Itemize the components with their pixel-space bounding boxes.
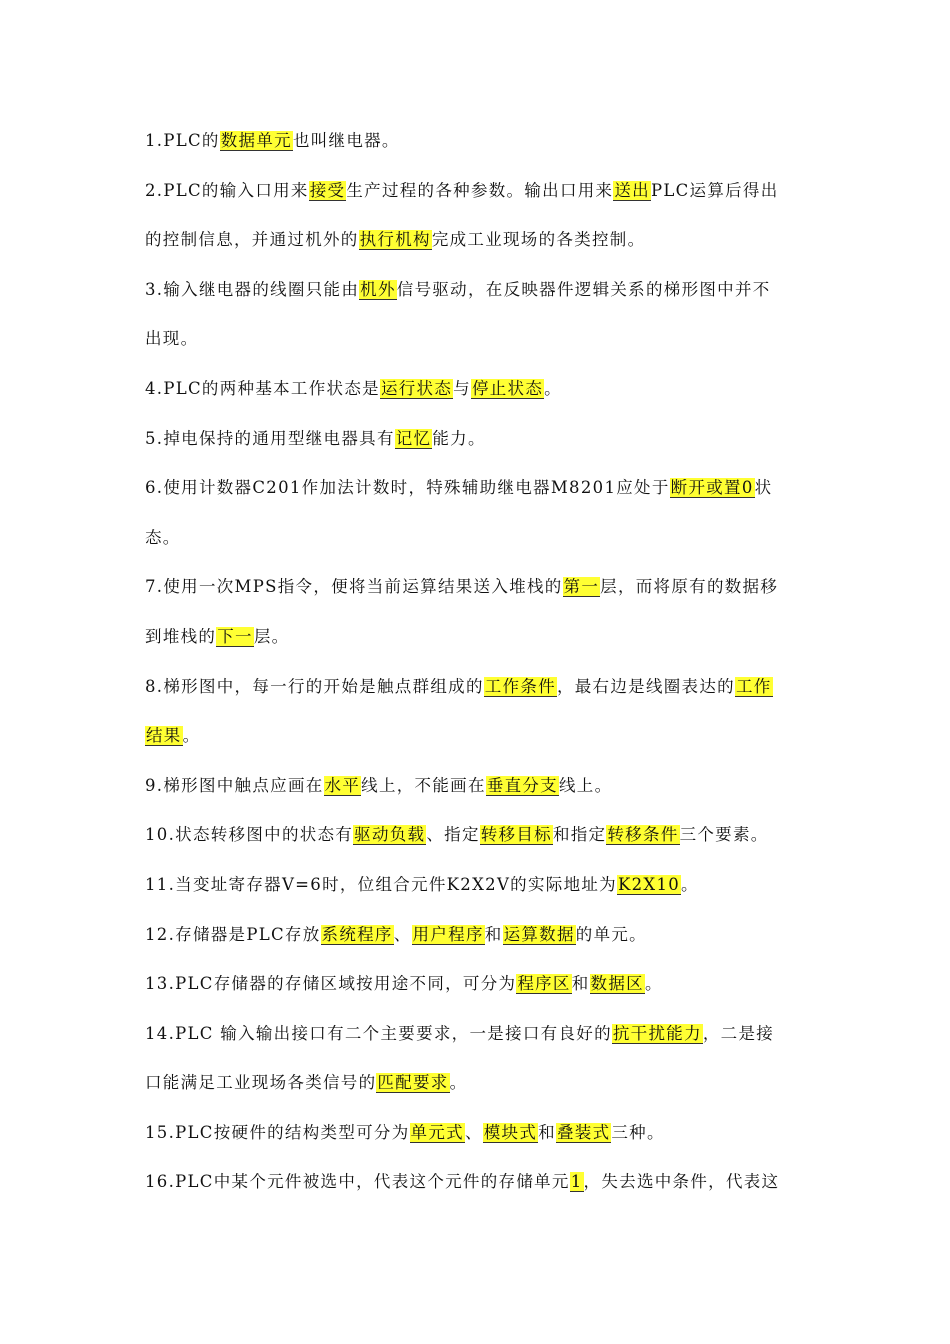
line-text: 能力。 <box>432 428 486 448</box>
highlighted-answer: 垂直分支 <box>486 775 558 795</box>
text-line <box>145 959 810 1009</box>
line-text: 状 <box>754 478 773 498</box>
text-line <box>145 463 810 513</box>
highlighted-answer: 叠装式 <box>556 1122 611 1142</box>
question-list <box>145 116 810 1207</box>
line-text: 层，而将原有的数据移 <box>600 577 779 597</box>
highlighted-answer: 转移目标 <box>480 825 552 845</box>
text-line <box>145 364 810 414</box>
highlighted-answer: 下一 <box>217 626 253 646</box>
line-text: 三种。 <box>611 1122 665 1142</box>
line-text: 11.当变址寄存器V=6时，位组合元件K2X2V的实际地址为 <box>145 874 617 894</box>
line-text: 信号驱动，在反映器件逻辑关系的梯形图中并不 <box>396 279 771 299</box>
line-text: 7.使用一次MPS指令，便将当前运算结果送入堆栈的 <box>145 577 563 597</box>
highlighted-answer: 匹配要求 <box>377 1073 449 1093</box>
line-text: 的控制信息，并通过机外的 <box>145 230 359 250</box>
highlighted-answer: 执行机构 <box>359 230 431 250</box>
highlighted-answer: 抗干扰能力 <box>612 1023 702 1043</box>
highlighted-answer: 程序区 <box>517 974 571 994</box>
line-text: 与 <box>453 378 471 398</box>
line-text: 和 <box>484 924 503 944</box>
text-line <box>145 314 810 364</box>
line-text: 、指定 <box>426 825 480 845</box>
line-text: 生产过程的各种参数。输出口用来 <box>346 180 614 200</box>
highlighted-answer: 系统程序 <box>321 924 393 944</box>
line-text: 。 <box>182 726 201 746</box>
line-text: 13.PLC存储器的存储区域按用途不同，可分为 <box>145 974 517 994</box>
line-text: 也叫继电器。 <box>292 131 400 150</box>
text-line <box>145 116 810 166</box>
highlighted-answer: 接受 <box>309 180 346 200</box>
text-line <box>145 1108 810 1158</box>
highlighted-answer: K2X10 <box>617 874 681 894</box>
text-line <box>145 910 810 960</box>
line-text: 到堆栈的 <box>145 626 217 646</box>
text-line <box>145 265 810 315</box>
highlighted-answer: 断开或置0 <box>670 478 754 498</box>
text-line <box>145 810 810 860</box>
line-text: 三个要素。 <box>679 825 769 845</box>
line-text: 完成工业现场的各类控制。 <box>431 230 646 250</box>
highlighted-answer: 转移条件 <box>607 825 679 845</box>
highlighted-answer: 送出 <box>614 180 650 200</box>
text-line <box>145 860 810 910</box>
highlighted-answer: 结果 <box>146 726 182 746</box>
text-line <box>145 1058 810 1108</box>
line-text: ，失去选中条件，代表这 <box>583 1172 780 1192</box>
line-text: 12.存储器是PLC存放 <box>145 924 321 944</box>
text-line <box>145 414 810 464</box>
line-text: 层。 <box>253 626 290 646</box>
highlighted-answer: 单元式 <box>410 1122 464 1142</box>
line-text: 。 <box>644 974 663 994</box>
line-text: ，最右边是线圈表达的 <box>556 676 735 696</box>
highlighted-answer: 停止状态 <box>471 378 544 398</box>
line-text: 态。 <box>145 527 181 547</box>
highlighted-answer: 1 <box>570 1172 583 1192</box>
line-text: 和指定 <box>552 825 607 845</box>
text-line <box>145 711 810 761</box>
line-text: 3.输入继电器的线圈只能由 <box>145 279 360 299</box>
line-text: 口能满足工业现场各类信号的 <box>145 1073 377 1093</box>
line-text: 出现。 <box>145 329 199 349</box>
highlighted-answer: 模块式 <box>483 1122 538 1142</box>
line-text: PLC运算后得出 <box>650 180 779 200</box>
line-text: 、 <box>464 1122 483 1142</box>
line-text: 15.PLC按硬件的结构类型可分为 <box>145 1122 410 1142</box>
highlighted-answer: 数据区 <box>590 974 644 994</box>
line-text: 9.梯形图中触点应画在 <box>145 775 324 795</box>
line-text: 、 <box>393 924 412 944</box>
text-line <box>145 662 810 712</box>
line-text: 4.PLC的两种基本工作状态是 <box>145 378 380 398</box>
line-text: 。 <box>681 874 699 894</box>
line-text: 线上，不能画在 <box>361 775 486 795</box>
line-text: 14.PLC 输入输出接口有二个主要要求，一是接口有良好的 <box>145 1023 612 1043</box>
line-text: 10.状态转移图中的状态有 <box>145 825 354 845</box>
line-text: 1.PLC的 <box>145 131 220 150</box>
highlighted-answer: 水平 <box>324 775 361 795</box>
line-text: 。 <box>449 1073 468 1093</box>
highlighted-answer: 运算数据 <box>503 924 575 944</box>
highlighted-answer: 机外 <box>360 279 396 299</box>
line-text: ，二是接 <box>702 1023 775 1043</box>
line-text: 和 <box>538 1122 556 1142</box>
text-line <box>145 513 810 563</box>
line-text: 的单元。 <box>575 924 647 944</box>
highlighted-answer: 运行状态 <box>380 378 453 398</box>
text-line <box>145 166 810 216</box>
highlighted-answer: 工作条件 <box>484 676 556 696</box>
line-text: 线上。 <box>558 775 613 795</box>
line-text: 8.梯形图中，每一行的开始是触点群组成的 <box>145 676 484 696</box>
text-line <box>145 761 810 811</box>
text-line <box>145 1157 810 1207</box>
text-line <box>145 1009 810 1059</box>
highlighted-answer: 驱动负载 <box>354 825 426 845</box>
line-text: 。 <box>544 378 562 398</box>
line-text: 2.PLC的输入口用来 <box>145 180 309 200</box>
line-text: 16.PLC中某个元件被选中，代表这个元件的存储单元 <box>145 1172 570 1192</box>
text-line <box>145 562 810 612</box>
highlighted-answer: 数据单元 <box>220 131 292 150</box>
line-text: 5.掉电保持的通用型继电器具有 <box>145 428 395 448</box>
highlighted-answer: 第一 <box>563 577 600 597</box>
highlighted-answer: 用户程序 <box>412 924 484 944</box>
highlighted-answer: 记忆 <box>395 428 432 448</box>
highlighted-answer: 工作 <box>735 676 772 696</box>
line-text: 6.使用计数器C201作加法计数时，特殊辅助继电器M8201应处于 <box>145 478 670 498</box>
text-line <box>145 215 810 265</box>
text-line <box>145 612 810 662</box>
line-text: 和 <box>571 974 590 994</box>
